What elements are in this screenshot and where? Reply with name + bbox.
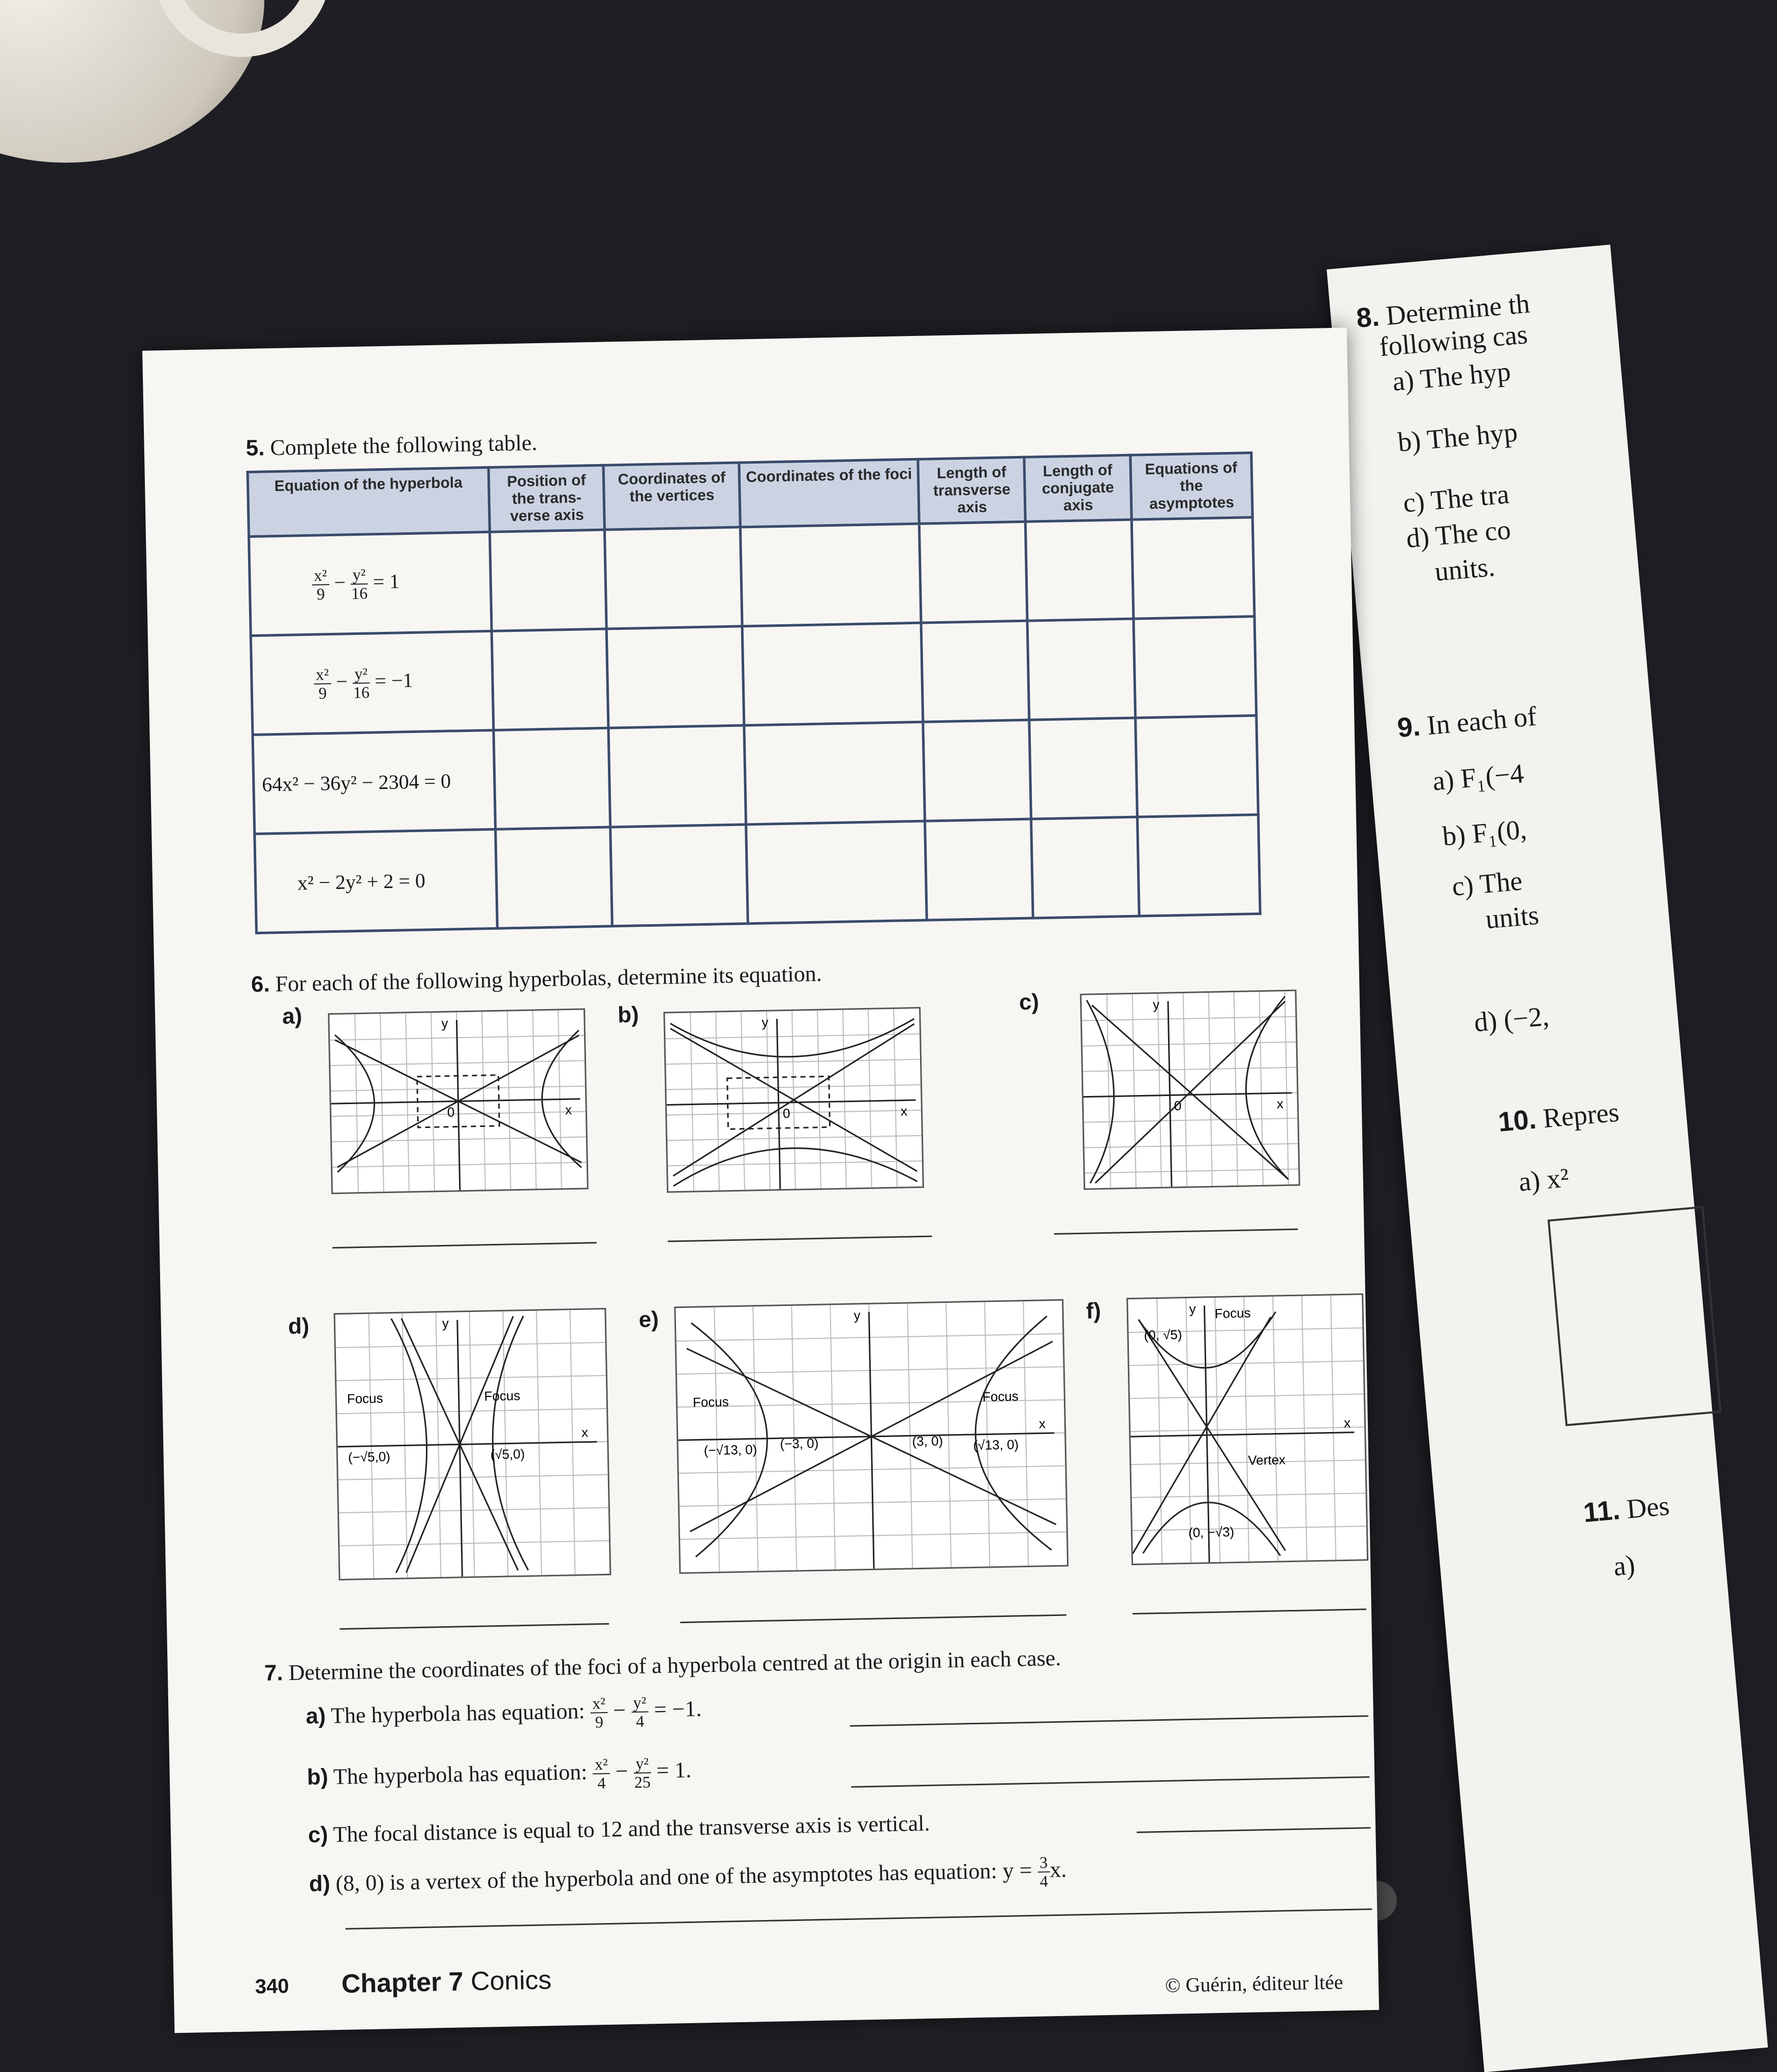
chapter-title: Conics: [470, 1965, 552, 1997]
q9-b: b) F₁(0,: [1441, 814, 1528, 852]
q6-f-answer-line[interactable]: [1132, 1608, 1366, 1614]
graph-e: [674, 1299, 1068, 1574]
equation-cell: $\frac{\text{x²}}{9}$ − $\frac{\text{y²}}{16}$ = 1: [249, 532, 492, 635]
q7-d-text: (8, 0) is a vertex of the hyperbola and one of the asymptotes has equation: y =: [335, 1857, 1032, 1896]
focus-coordinate: (√5,0): [490, 1446, 525, 1462]
q10-a: a) x²: [1517, 1162, 1570, 1197]
focus-label: Focus: [347, 1390, 383, 1407]
vertex-coordinate: (3, 0): [912, 1433, 943, 1449]
header-foci: Coordinates of the foci: [739, 459, 919, 527]
chapter-label: Chapter 7: [341, 1967, 464, 1999]
q7-c: [308, 1810, 930, 1848]
answer-cell[interactable]: [605, 527, 743, 629]
q7-c-answer-line[interactable]: [1137, 1827, 1370, 1833]
q7-number: 7.: [264, 1660, 284, 1686]
answer-cell[interactable]: [1027, 619, 1135, 720]
header-vertices: Coordinates of the vertices: [603, 463, 740, 530]
equation-cell: $\frac{\text{x²}}{9}$ − $\frac{\text{y²}}{16}$ = −1: [251, 631, 494, 735]
answer-cell[interactable]: [923, 720, 1031, 821]
q5-heading: [246, 430, 537, 461]
answer-cell[interactable]: [746, 821, 927, 924]
q6-a-answer-line[interactable]: [332, 1242, 597, 1248]
answer-cell[interactable]: [610, 825, 748, 926]
q8-d: d) The co: [1405, 514, 1512, 554]
answer-cell[interactable]: [1131, 517, 1254, 619]
q9-a: a) F₁(−4: [1431, 758, 1525, 797]
answer-cell[interactable]: [741, 524, 922, 626]
y-axis-label: y: [761, 1014, 769, 1030]
publisher: © Guérin, éditeur ltée: [1165, 1970, 1343, 1997]
q5-number: 5.: [246, 435, 265, 461]
q7-d-label: d): [309, 1871, 330, 1897]
answer-cell[interactable]: [925, 819, 1033, 920]
q6-number: 6.: [251, 971, 270, 997]
graph-d: [333, 1308, 611, 1580]
q7-d-answer-line[interactable]: [346, 1908, 1372, 1930]
answer-cell[interactable]: [492, 629, 609, 730]
answer-cell[interactable]: [1133, 617, 1257, 718]
vertex-coordinate: (0, −√3): [1188, 1524, 1235, 1540]
equation-cell: 64x² − 36y² − 2304 = 0: [253, 730, 496, 834]
q9-d: d) (−2,: [1473, 1000, 1550, 1038]
q6-b-answer-line[interactable]: [668, 1235, 932, 1242]
header-transverse: Position of the trans-verse axis: [488, 465, 604, 532]
x-axis-label: x: [1343, 1415, 1351, 1431]
q6-d-label: d): [288, 1314, 310, 1339]
y-axis-label: y: [441, 1015, 448, 1031]
focus-coordinate: (√13, 0): [973, 1437, 1019, 1453]
q10-number: 10.: [1496, 1104, 1538, 1138]
q6-a-label: a): [282, 1003, 302, 1029]
q8-units: units.: [1433, 551, 1496, 587]
q9-number: 9.: [1396, 711, 1422, 744]
q11-number: 11.: [1582, 1495, 1621, 1529]
q7-b-text: The hyperbola has equation:: [333, 1759, 588, 1789]
focus-label: Focus: [1214, 1305, 1251, 1321]
answer-cell[interactable]: [490, 530, 607, 631]
header-transverse-length: Length of transverse axis: [918, 457, 1025, 524]
header-asymptotes: Equations of the asymptotes: [1130, 453, 1253, 520]
answer-cell[interactable]: [1026, 520, 1133, 621]
answer-cell[interactable]: [494, 728, 610, 829]
q11-text: Des: [1625, 1490, 1671, 1525]
q8-a: a) The hyp: [1391, 356, 1512, 397]
page-number: 340: [255, 1975, 289, 1998]
q7-a-answer-line[interactable]: [850, 1715, 1368, 1727]
y-axis-label: y: [853, 1307, 861, 1323]
focus-label: Focus: [484, 1388, 520, 1404]
graph-b: [663, 1007, 924, 1193]
answer-cell[interactable]: [742, 623, 923, 725]
q10-text: Repres: [1542, 1096, 1620, 1134]
q6-c-answer-line[interactable]: [1054, 1229, 1298, 1235]
graph-f: [1126, 1293, 1368, 1565]
y-axis-label: y: [442, 1315, 449, 1331]
table-row: [255, 815, 1260, 933]
table-row: [253, 716, 1258, 834]
q6-e-label: e): [638, 1306, 659, 1332]
q9-text: In each of: [1425, 700, 1538, 741]
q8-text: Determine th: [1385, 288, 1531, 331]
origin-label: 0: [1174, 1098, 1182, 1114]
x-axis-label: x: [581, 1424, 589, 1440]
answer-cell[interactable]: [1137, 815, 1260, 917]
answer-cell[interactable]: [920, 522, 1028, 623]
q8-c: c) The tra: [1402, 478, 1511, 519]
q7-heading: [264, 1645, 1061, 1686]
x-axis-label: x: [565, 1102, 572, 1118]
q6-text: For each of the following hyperbolas, determine its equation.: [275, 961, 822, 997]
graph-c: [1080, 990, 1300, 1190]
q6-f-label: f): [1086, 1298, 1101, 1324]
q10-table: [1548, 1206, 1722, 1426]
focus-coordinate: (−√13, 0): [703, 1442, 757, 1458]
header-conjugate-length: Length of conjugate axis: [1024, 455, 1131, 522]
x-axis-label: x: [900, 1103, 908, 1119]
q7-a: a) The hyperbola has equation: $\frac{\text{x²}}{9}$ − $\frac{\text{y²}}{4}$ = −1.: [305, 1693, 702, 1731]
q9-c: c) The: [1451, 865, 1524, 902]
right-page: [1327, 245, 1768, 2072]
q7-d: d) (8, 0) is a vertex of the hyperbola and one of the asymptotes has equation: y = $\frac{3}{4}$ x.: [309, 1853, 1067, 1897]
x-axis-label: x: [1038, 1416, 1046, 1431]
focus-coordinate: (−√5,0): [348, 1449, 391, 1465]
q6-e-answer-line[interactable]: [680, 1614, 1066, 1624]
focus-coordinate: (0, √5): [1144, 1327, 1182, 1343]
q7-a-label: a): [305, 1703, 326, 1729]
answer-cell[interactable]: [496, 827, 612, 928]
vertex-label: Vertex: [1248, 1452, 1286, 1468]
q8-number: 8.: [1355, 301, 1381, 334]
origin-label: 0: [782, 1105, 790, 1121]
equation-cell: x² − 2y² + 2 = 0: [255, 829, 498, 933]
q6-heading: [251, 961, 822, 998]
q7-b-label: b): [307, 1764, 328, 1790]
focus-label: Focus: [692, 1394, 729, 1410]
y-axis-label: y: [1152, 996, 1160, 1013]
q7-c-text: The focal distance is equal to 12 and the transverse axis is vertical.: [332, 1810, 930, 1847]
footer-chapter: [341, 1965, 552, 1999]
workbook-page: [142, 328, 1379, 2033]
q7-b: b) The hyperbola has equation: $\frac{\text{x²}}{4}$ − $\frac{\text{y²}}{25}$ = 1.: [307, 1754, 692, 1792]
q6-c-label: c): [1019, 989, 1039, 1015]
q9-units: units: [1484, 899, 1540, 935]
header-equation: Equation of the hyperbola: [248, 467, 490, 536]
y-axis-label: y: [1189, 1301, 1196, 1317]
origin-label: 0: [447, 1104, 455, 1120]
graph-a: [328, 1009, 589, 1195]
answer-cell[interactable]: [1136, 716, 1259, 817]
q8-text-2: following cas: [1378, 319, 1529, 362]
answer-cell[interactable]: [922, 621, 1030, 722]
vertex-coordinate: (−3, 0): [780, 1435, 819, 1452]
focus-label: Focus: [982, 1388, 1019, 1405]
q5-table: [247, 451, 1262, 934]
q6-b-label: b): [617, 1002, 639, 1028]
answer-cell[interactable]: [1031, 817, 1139, 918]
table-row: [249, 517, 1254, 636]
q7-text: Determine the coordinates of the foci of a hyperbola centred at the origin in each case.: [288, 1645, 1061, 1685]
q8-b: b) The hyp: [1396, 416, 1519, 458]
q6-d-answer-line[interactable]: [340, 1623, 609, 1630]
answer-cell[interactable]: [608, 725, 746, 827]
answer-cell[interactable]: [607, 626, 745, 728]
q5-text: Complete the following table.: [269, 430, 538, 461]
q7-a-text: The hyperbola has equation:: [330, 1698, 586, 1728]
x-axis-label: x: [1276, 1096, 1284, 1112]
q11-a: a): [1612, 1549, 1636, 1582]
q7-b-answer-line[interactable]: [851, 1776, 1369, 1788]
answer-cell[interactable]: [1029, 718, 1137, 819]
q7-c-label: c): [308, 1822, 328, 1848]
answer-cell[interactable]: [744, 722, 925, 825]
table-row: [251, 617, 1256, 735]
